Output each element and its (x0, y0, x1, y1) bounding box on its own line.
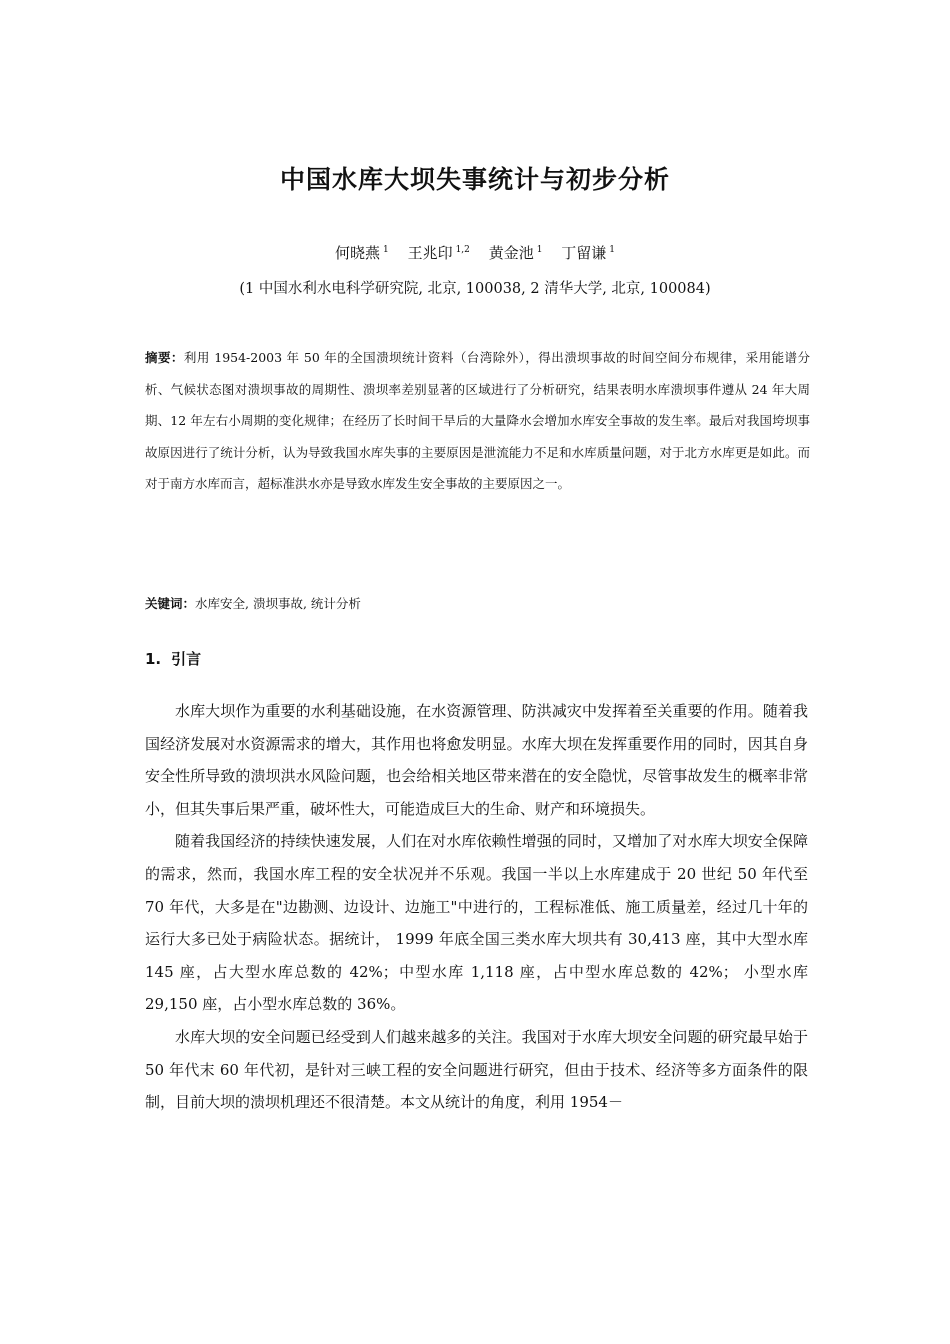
author-name: 王兆印 (407, 244, 453, 262)
author-list (0, 242, 950, 263)
author (561, 244, 615, 262)
section-heading (145, 648, 201, 669)
abstract (145, 342, 810, 500)
author-affiliation-mark: 1 (609, 245, 615, 255)
keywords-label: 关键词： (145, 596, 196, 611)
author-affiliation-mark: 1 (536, 245, 543, 255)
author (408, 244, 470, 262)
author-name: 黄金池 (488, 244, 534, 262)
author (489, 244, 543, 262)
author-name: 何晓燕 (335, 244, 381, 262)
keywords-text: 水库安全, 溃坝事故, 统计分析 (195, 596, 361, 611)
section-title: 引言 (171, 650, 202, 668)
abstract-text: 利用 1954-2003 年 50 年的全国溃坝统计资料（台湾除外），得出溃坝事故的时间空间分布规律，采用能谱分析、气候状态图对溃坝事故的周期性、溃坝率差别显著的区域进行了分析研究，结果表明水库溃坝事件遵从 24 年大周期、12 年左右小周期的变化规律；在经历了长时间干旱后的大量降水会增加水库安全事故的发生率。最后对我国垮坝事故原因进行了统计分析，认为导致我国水库失事的主要原因是泄流能力不足和水库质量问题，对于北方水库更是如此。而对于南方水库而言，超标准洪水亦是导致水库发生安全事故的主要原因之一。 (145, 350, 810, 491)
author-affiliation-mark: 1 (383, 245, 389, 255)
abstract-label: 摘要： (145, 350, 184, 365)
body-text (145, 695, 808, 1119)
paper-title: 中国水库大坝失事统计与初步分析 (279, 165, 670, 194)
keywords (145, 594, 810, 612)
author-name: 丁留谦 (561, 244, 607, 262)
paragraph: 水库大坝的安全问题已经受到人们越来越多的关注。我国对于水库大坝安全问题的研究最早始于 50 年代末 60 年代初，是针对三峡工程的安全问题进行研究，但由于技术、经济等多方面条件的限制，目前大坝的溃坝机理还不很清楚。本文从统计的角度，利用 1954－ (145, 1027, 808, 1112)
author (335, 244, 389, 262)
section-number: 1. (145, 650, 162, 668)
author-affiliation-mark: 1,2 (455, 245, 470, 255)
paragraph: 水库大坝作为重要的水利基础设施，在水资源管理、防洪减灾中发挥着至关重要的作用。随着我国经济发展对水资源需求的增大，其作用也将愈发明显。水库大坝在发挥重要作用的同时，因其自身安全性所导致的溃坝洪水风险问题，也会给相关地区带来潜在的安全隐忧，尽管事故发生的概率非常小，但其失事后果严重，破坏性大，可能造成巨大的生命、财产和环境损失。 (145, 702, 808, 818)
affiliation: (1 中国水利水电科学研究院, 北京, 100038, 2 清华大学, 北京, 100084) (239, 281, 711, 297)
paragraph: 随着我国经济的持续快速发展，人们在对水库依赖性增强的同时，又增加了对水库大坝安全保障的需求，然而，我国水库工程的安全状况并不乐观。我国一半以上水库建成于 20 世纪 50 年代至 70 年代，大多是在"边勘测、边设计、边施工"中进行的，工程标准低、施工质量差，经过几十年的运行大多已处于病险状态。据统计， 1999 年底全国三类水库大坝共有 30,413 座，其中大型水库 145 座，占大型水库总数的 42%；中型水库 1,118 座，占中型水库总数的 42%； 小型水库 29,150 座，占小型水库总数的 36%。 (145, 832, 808, 1014)
